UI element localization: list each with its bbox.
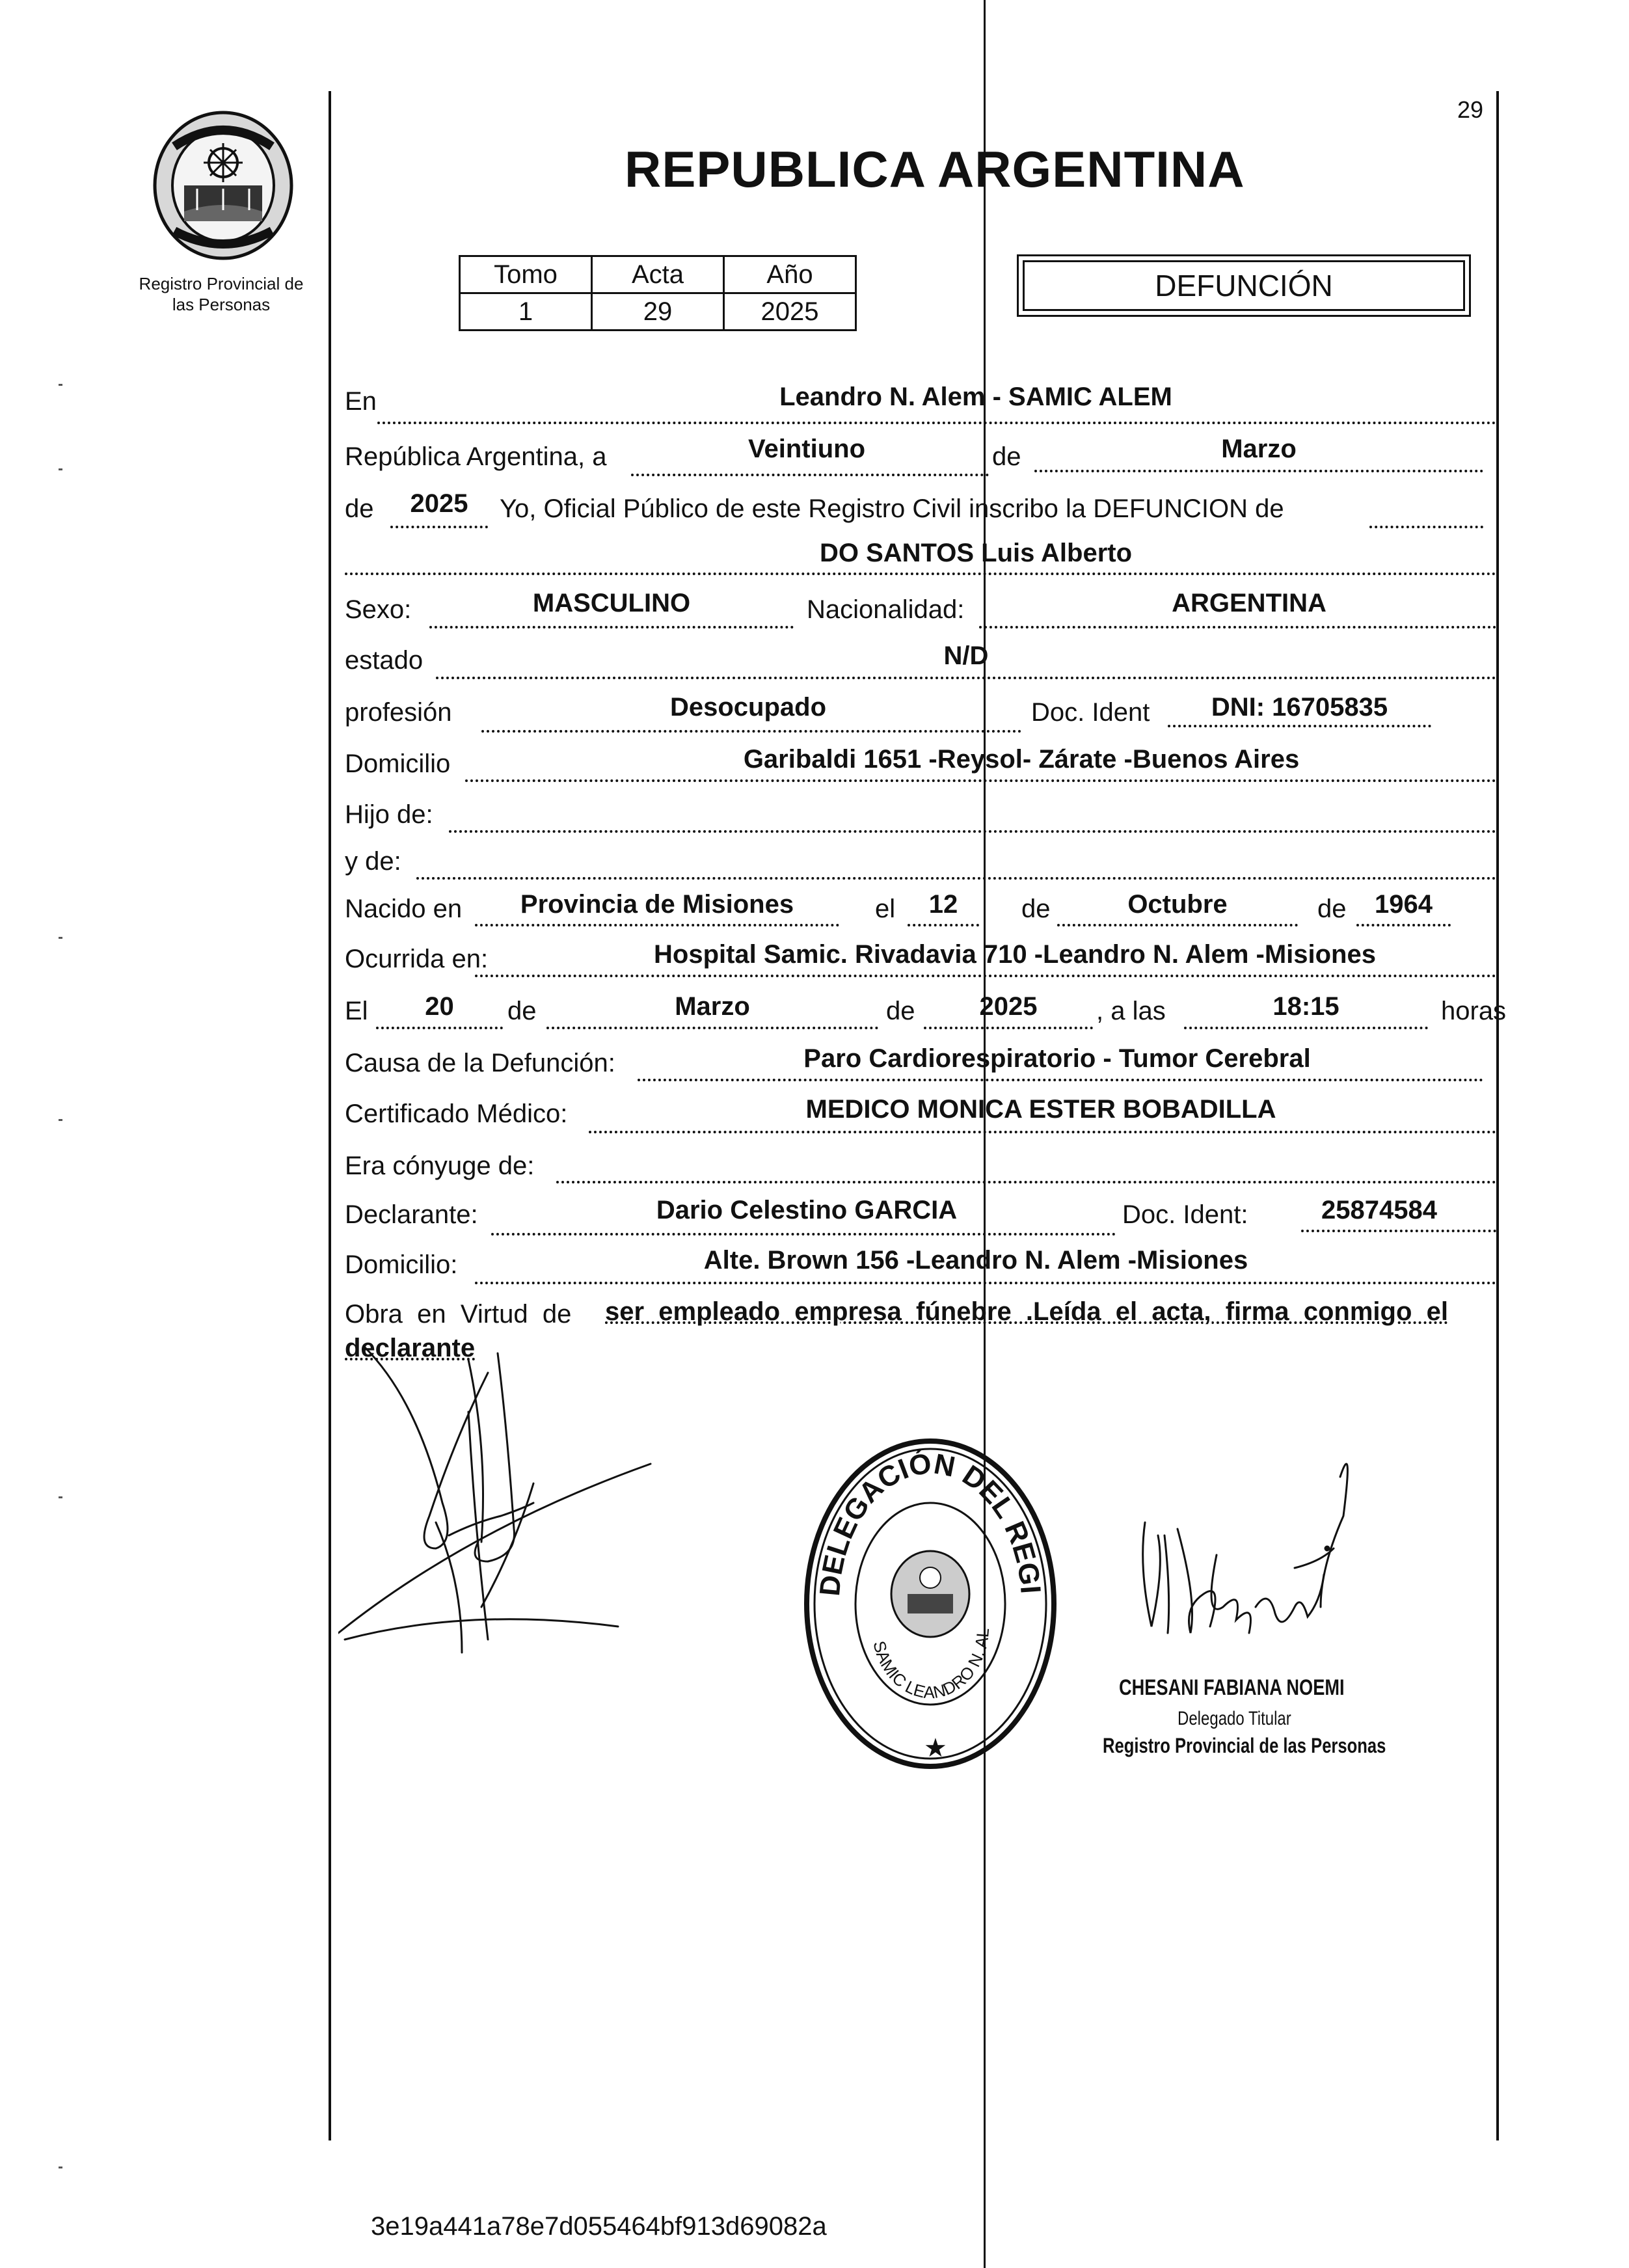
doc-dots xyxy=(1168,725,1431,727)
margin-mark xyxy=(59,937,62,939)
decl-doc-dots xyxy=(1301,1230,1496,1232)
stamp-outer-text: DELEGACIÓN DEL REGI xyxy=(813,1447,1047,1598)
declarante-dots xyxy=(491,1233,1116,1235)
estado-value: N/D xyxy=(943,641,989,670)
nac-value: ARGENTINA xyxy=(1172,589,1326,617)
estado-label: estado xyxy=(345,646,424,675)
causa-value: Paro Cardiorespiratorio - Tumor Cerebral xyxy=(803,1044,1311,1073)
deceased-name: DO SANTOS Luis Alberto xyxy=(819,539,1133,567)
official-text: Yo, Oficial Público de este Registro Civil inscribo la DEFUNCION de xyxy=(500,494,1284,523)
declarante-value: Dario Celestino GARCIA xyxy=(656,1196,958,1224)
birth-year: 1964 xyxy=(1375,890,1433,919)
signature-name: CHESANI FABIANA NOEMI xyxy=(1119,1675,1345,1700)
provincial-seal xyxy=(148,107,298,263)
en-dots xyxy=(377,422,1496,424)
death-year: 2025 xyxy=(979,992,1038,1021)
death-month-dots xyxy=(546,1027,878,1029)
doc-type-box: DEFUNCIÓN xyxy=(1023,260,1465,311)
svg-text:★: ★ xyxy=(924,1733,947,1763)
declarant-signature xyxy=(338,1334,677,1672)
prof-label: profesión xyxy=(345,698,452,727)
nacido-value: Provincia de Misiones xyxy=(520,890,794,919)
decl-dom-value: Alte. Brown 156 -Leandro N. Alem -Misiones xyxy=(703,1246,1248,1275)
stamp-inner-text: SAMIC LEANDRO N. AL xyxy=(869,1627,993,1703)
decl-doc-value: 25874584 xyxy=(1321,1196,1437,1224)
causa-label: Causa de la Defunción: xyxy=(345,1049,615,1077)
cert-value: MEDICO MONICA ESTER BOBADILLA xyxy=(805,1095,1276,1124)
decl-doc-label: Doc. Ident: xyxy=(1122,1200,1248,1229)
tomo-header: Tomo xyxy=(460,256,592,293)
margin-mark xyxy=(59,468,62,470)
month-dots xyxy=(1034,470,1483,472)
death-month: Marzo xyxy=(675,992,750,1021)
conyuge-dots xyxy=(556,1181,1496,1183)
ocurrida-label: Ocurrida en: xyxy=(345,945,489,973)
doc-value: DNI: 16705835 xyxy=(1211,693,1388,722)
prof-value: Desocupado xyxy=(669,693,827,722)
official-signature xyxy=(1125,1438,1399,1666)
declarante-label: Declarante: xyxy=(345,1200,478,1229)
right-margin-line xyxy=(1496,91,1499,2140)
margin-mark xyxy=(59,384,62,386)
year-value: 2025 xyxy=(410,489,468,518)
tomo-acta-anio-table xyxy=(459,255,857,331)
nac-dots xyxy=(979,626,1496,628)
sexo-value: MASCULINO xyxy=(532,589,691,617)
signature-org: Registro Provincial de las Personas xyxy=(1103,1734,1386,1757)
obra-value-2: declarante xyxy=(345,1334,476,1362)
acta-header: Acta xyxy=(592,256,724,293)
margin-mark xyxy=(59,1496,62,1498)
en-label: En xyxy=(345,387,377,416)
death-day: 20 xyxy=(425,992,454,1021)
registry-stamp xyxy=(794,1431,1067,1776)
death-time: 18:15 xyxy=(1272,992,1340,1021)
document-hash: 3e19a441a78e7d055464bf913d69082a xyxy=(371,2212,827,2241)
nacido-label: Nacido en xyxy=(345,895,463,923)
obra-value: ser empleado empresa fúnebre .Leída el acta, firma conmigo el xyxy=(605,1297,1448,1326)
horas-label: horas xyxy=(1441,997,1507,1025)
birth-de1: de xyxy=(1021,895,1051,923)
prof-dots xyxy=(481,730,1021,733)
nacido-dots xyxy=(475,924,839,926)
alas-label: , a las xyxy=(1096,997,1166,1025)
death-year-dots xyxy=(924,1027,1093,1029)
sexo-dots xyxy=(429,626,794,628)
rep-label: República Argentina, a xyxy=(345,442,607,471)
sexo-label: Sexo: xyxy=(345,595,412,624)
ocurrida-value: Hospital Samic. Rivadavia 710 -Leandro N. Alem -Misiones xyxy=(654,940,1376,969)
day-dots xyxy=(631,474,989,476)
birth-month-dots xyxy=(1057,924,1298,926)
tomo-value: 1 xyxy=(460,293,592,331)
obra-label: Obra en Virtud de xyxy=(345,1300,572,1329)
death-time-dots xyxy=(1184,1027,1428,1029)
margin-mark xyxy=(59,1119,62,1121)
ocurrida-dots xyxy=(475,975,1496,977)
page-number: 29 xyxy=(1457,96,1484,123)
page-title: REPUBLICA ARGENTINA xyxy=(625,141,1245,198)
birth-month: Octubre xyxy=(1127,890,1228,919)
doc-label: Doc. Ident xyxy=(1031,698,1150,727)
death-de1: de xyxy=(507,997,537,1025)
decl-dom-label: Domicilio: xyxy=(345,1250,458,1279)
hijo-dots xyxy=(449,830,1496,833)
cert-label: Certificado Médico: xyxy=(345,1100,568,1128)
yde-dots xyxy=(416,877,1496,880)
hijo-label: Hijo de: xyxy=(345,800,433,829)
estado-dots xyxy=(436,677,1496,679)
birth-year-dots xyxy=(1356,924,1451,926)
anio-header: Año xyxy=(724,256,856,293)
conyuge-label: Era cónyuge de: xyxy=(345,1152,535,1180)
dom-label: Domicilio xyxy=(345,749,451,778)
acta-value: 29 xyxy=(592,293,724,331)
birth-day: 12 xyxy=(928,890,958,919)
registry-caption xyxy=(98,273,345,315)
day-value: Veintiuno xyxy=(748,435,865,463)
official-dots xyxy=(1369,526,1483,528)
causa-dots xyxy=(638,1079,1483,1081)
name-dots xyxy=(345,573,1496,575)
year-prefix: de xyxy=(345,494,374,523)
el2-label: El xyxy=(345,997,368,1025)
el-label: el xyxy=(875,895,896,923)
birth-de2: de xyxy=(1317,895,1347,923)
death-day-dots xyxy=(376,1027,503,1029)
en-value: Leandro N. Alem - SAMIC ALEM xyxy=(779,383,1172,411)
left-margin-line xyxy=(329,91,331,2140)
de-label: de xyxy=(992,442,1021,471)
yde-label: y de: xyxy=(345,847,401,876)
decl-dom-dots xyxy=(475,1282,1496,1284)
registry-line1: Registro Provincial de xyxy=(139,274,304,293)
birth-day-dots xyxy=(908,924,979,926)
margin-mark xyxy=(59,2167,62,2168)
dom-dots xyxy=(465,779,1496,782)
cert-dots xyxy=(589,1131,1496,1133)
signature-role: Delegado Titular xyxy=(1178,1708,1291,1729)
year-dots xyxy=(390,526,488,528)
anio-value: 2025 xyxy=(724,293,856,331)
registry-line2: las Personas xyxy=(172,295,271,314)
month-value: Marzo xyxy=(1221,435,1297,463)
fold-line xyxy=(984,0,986,2268)
dom-value: Garibaldi 1651 -Reysol- Zárate -Buenos Aires xyxy=(743,745,1300,774)
nac-label: Nacionalidad: xyxy=(807,595,965,624)
death-de2: de xyxy=(886,997,915,1025)
